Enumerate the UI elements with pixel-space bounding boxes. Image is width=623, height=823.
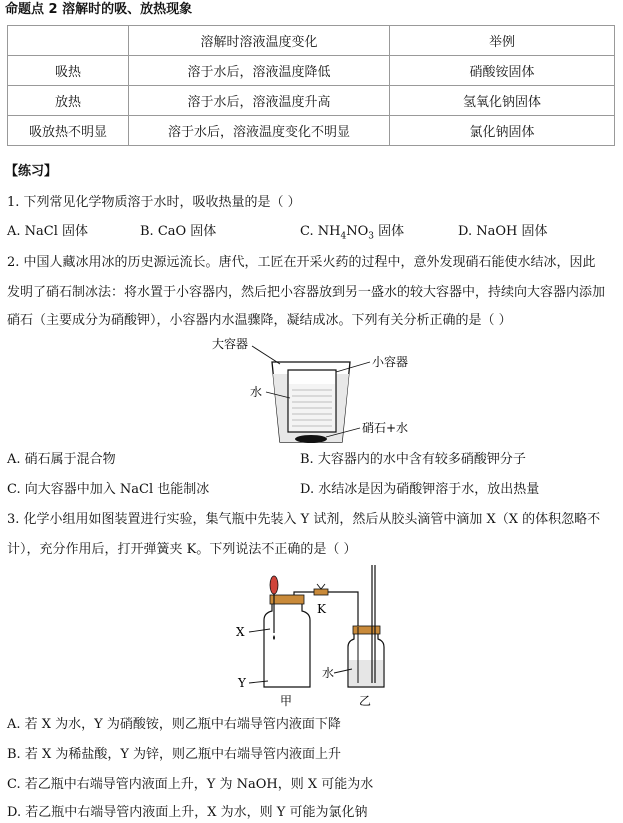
table-cell: 溶于水后，溶液温度升高 — [129, 86, 390, 116]
label-x: X — [236, 625, 245, 639]
label-saltpeter-water: 硝石+水 — [362, 421, 409, 435]
table-cell: 氯化钠固体 — [390, 116, 615, 146]
stopper-yi — [353, 626, 380, 634]
q1-option-c-suffix: 固体 — [373, 224, 405, 239]
q3-stem-line1: 3. 化学小组用如图装置进行实验，集气瓶中先装入 Y 试剂，然后从胶头滴管中滴加 X（X 的体积忽略不 — [7, 512, 601, 527]
q2-option-b: B. 大容器内的水中含有较多硝酸钾分子 — [300, 452, 526, 467]
q1-option-c-sub2: 3 — [368, 231, 374, 242]
table-header-cell: 举例 — [390, 26, 615, 56]
q1-option-c — [300, 224, 404, 245]
q3-option-d: D. 若乙瓶中右端导管内液面上升，X 为水，则 Y 可能为氯化钠 — [7, 805, 368, 820]
ice-making-figure — [200, 332, 430, 447]
q1-option-a: A. NaCl 固体 — [7, 224, 89, 239]
table-row — [8, 56, 615, 86]
q1-option-b: B. CaO 固体 — [140, 224, 217, 239]
q2-option-c: C. 向大容器中加入 NaCl 也能制冰 — [7, 482, 210, 497]
q2-stem-line2: 发明了硝石制冰法：将水置于小容器内，然后把小容器放到另一盛水的较大容器中，持续向大容器内添加 — [7, 285, 606, 300]
table-header-cell — [8, 26, 129, 56]
label-water: 水 — [322, 666, 335, 680]
dropper-bulb — [270, 576, 278, 594]
table-cell: 放热 — [8, 86, 129, 116]
q3-option-b: B. 若 X 为稀盐酸，Y 为锌，则乙瓶中右端导管内液面上升 — [7, 747, 342, 762]
q2-stem-line1: 2. 中国人藏冰用冰的历史源远流长。唐代，工匠在开采火药的过程中，意外发现硝石能使水结冰，因此 — [7, 255, 596, 270]
table-cell: 吸热 — [8, 56, 129, 86]
table-row — [8, 116, 615, 146]
table-cell: 吸放热不明显 — [8, 116, 129, 146]
q2-option-d: D. 水结冰是因为硝酸钾溶于水，放出热量 — [300, 482, 540, 497]
q1-option-d: D. NaOH 固体 — [458, 224, 548, 239]
table-cell: 氢氧化钠固体 — [390, 86, 615, 116]
table-cell: 溶于水后，溶液温度降低 — [129, 56, 390, 86]
q1-stem: 1. 下列常见化学物质溶于水时，吸收热量的是（ ） — [7, 195, 301, 210]
apparatus-figure — [230, 565, 400, 710]
section-title: 命题点 2 溶解时的吸、放热现象 — [5, 2, 193, 17]
label-k: K — [317, 602, 326, 616]
q2-stem-line3: 硝石（主要成分为硝酸钾），小容器内水温骤降，凝结成冰。下列有关分析正确的是（ ） — [7, 313, 512, 328]
q2-option-a: A. 硝石属于混合物 — [7, 452, 116, 467]
q1-option-c-mid: NO — [346, 224, 369, 239]
water-yi — [349, 660, 383, 686]
knowledge-table — [7, 25, 615, 146]
label-jia: 甲 — [280, 694, 293, 708]
label-big-container: 大容器 — [212, 337, 249, 351]
inner-water — [289, 384, 335, 431]
table-cell: 硝酸铵固体 — [390, 56, 615, 86]
clamp-k-spring — [317, 584, 325, 589]
label-y: Y — [238, 676, 246, 690]
table-row — [8, 86, 615, 116]
q3-stem-line2: 计），充分作用后，打开弹簧夹 K。下列说法不正确的是（ ） — [7, 542, 357, 557]
saltpeter-pile — [295, 435, 327, 443]
table-cell: 溶于水后，溶液温度变化不明显 — [129, 116, 390, 146]
clamp-k — [314, 589, 328, 595]
practice-label: 【练习】 — [5, 164, 58, 179]
table-header-cell: 溶解时溶液温度变化 — [129, 26, 390, 56]
bottle-jia — [264, 603, 310, 687]
label-water: 水 — [250, 385, 263, 399]
q3-option-c: C. 若乙瓶中右端导管内液面上升，Y 为 NaOH，则 X 可能为水 — [7, 777, 374, 792]
table-header-row — [8, 26, 615, 56]
leader-line — [252, 346, 280, 364]
stopper-jia — [270, 595, 304, 604]
label-yi: 乙 — [359, 694, 372, 708]
q3-option-a: A. 若 X 为水，Y 为硝酸铵，则乙瓶中右端导管内液面下降 — [7, 717, 341, 732]
q1-option-c-sub1: 4 — [340, 231, 347, 242]
label-small-container: 小容器 — [372, 355, 409, 369]
q1-option-c-prefix: C. NH — [300, 224, 341, 239]
